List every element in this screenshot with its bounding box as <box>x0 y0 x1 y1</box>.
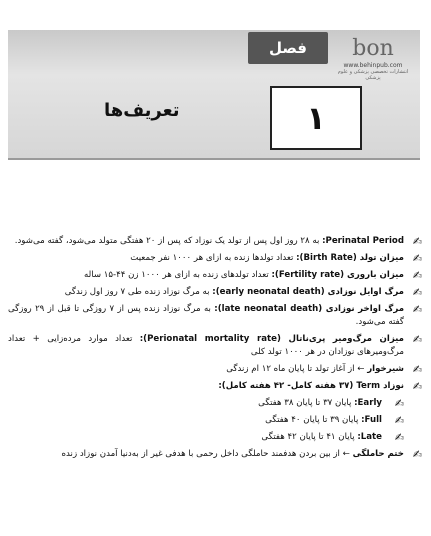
item-term: میزان مرگ‌ومیر پری‌ناتال (Perionatal mortality rate): <box>139 334 404 344</box>
item-term: Perinatal Period: <box>322 236 404 246</box>
item-term: مرگ اواخر نوزادی (late neonatal death): <box>214 304 405 314</box>
item-term: مرگ اوایل نوزادی (early neonatal death): <box>212 287 404 297</box>
item-term: ختم حاملگی <box>352 449 404 459</box>
list-item <box>8 363 422 376</box>
pen-icon: ✍ <box>394 431 404 444</box>
item-text: به ۲۸ روز اول پس از تولد یک نوزاد که پس از ۲۰ هفتگی متولد می‌شود، گفته می‌شود. <box>14 236 323 246</box>
logo-tagline: انتشارات تخصصی پزشکی و علوم پزشکی <box>337 69 409 81</box>
chapter-number: ۱ <box>270 86 362 150</box>
pen-icon: ✍ <box>412 252 422 265</box>
pen-icon: ✍ <box>412 448 422 461</box>
pen-icon: ✍ <box>412 333 422 346</box>
list-item <box>8 235 422 248</box>
sub-item-text: پایان ۳۷ تا پایان ۳۸ هفتگی <box>258 398 355 408</box>
chapter-title: تعریف‌ها <box>104 100 180 121</box>
list-item <box>8 448 422 461</box>
sub-item-term: Full: <box>361 415 382 425</box>
sub-item-text: پایان ۳۹ تا پایان ۴۰ هفتگی <box>265 415 362 425</box>
list-item <box>8 303 422 329</box>
logo-mark: bon <box>352 36 394 61</box>
item-text: به مرگ نوزاد زنده طی ۷ روز اول زندگی <box>64 287 213 297</box>
sub-item-text: پایان ۴۱ تا پایان ۴۲ هفتگی <box>261 432 358 442</box>
item-text: تعداد تولدها زنده به ازای هر ۱۰۰۰ نفر جمعیت <box>130 253 297 263</box>
pen-icon: ✍ <box>394 397 404 410</box>
pen-icon: ✍ <box>394 414 404 427</box>
sub-item <box>8 414 422 427</box>
sub-item-term: Early: <box>354 398 382 408</box>
item-term: نوزاد Term (۳۷ هفته کامل- ۴۲ هفته کامل): <box>218 381 404 391</box>
pen-icon: ✍ <box>412 269 422 282</box>
item-text: تعداد تولدهای زنده به ازای هر ۱۰۰۰ زن ۴۴-۱۵ ساله <box>84 270 272 280</box>
section-label: فصل <box>248 32 328 64</box>
sub-item <box>8 431 422 444</box>
sub-item <box>8 397 422 410</box>
pen-icon: ✍ <box>412 235 422 248</box>
pen-icon: ✍ <box>412 303 422 316</box>
sub-item-term: Late: <box>357 432 382 442</box>
list-item <box>8 269 422 282</box>
item-term: شیرخوار <box>367 364 404 374</box>
pen-icon: ✍ <box>412 363 422 376</box>
item-text: ← از آغاز تولد تا پایان ماه ۱۲ ام زندگی <box>226 364 368 374</box>
pen-icon: ✍ <box>412 380 422 393</box>
definitions-list <box>8 235 422 465</box>
item-text: به مرگ نوزاد زنده پس از ۷ روزگی تا قبل از ۲۹ روزگی گفته می‌شود. <box>8 304 404 327</box>
item-text: ← از بین بردن هدفمند حاملگی داخل رحمی با هدفی غیر از به‌دنیا آمدن نوزاد زنده <box>61 449 353 459</box>
list-item <box>8 380 422 393</box>
list-item <box>8 252 422 265</box>
logo-url: www.behinpub.com <box>343 62 403 69</box>
list-item <box>8 286 422 299</box>
item-term: میزان تولد (Birth Rate): <box>296 253 404 263</box>
list-item <box>8 333 422 359</box>
pen-icon: ✍ <box>412 286 422 299</box>
item-term: میزان باروری (Fertility rate): <box>271 270 404 280</box>
chapter-banner <box>8 30 420 158</box>
item-text: تعداد موارد مرده‌زایی + تعداد مرگ‌ومیرهای نوزادان در هر ۱۰۰۰ تولد کلی <box>8 334 404 357</box>
